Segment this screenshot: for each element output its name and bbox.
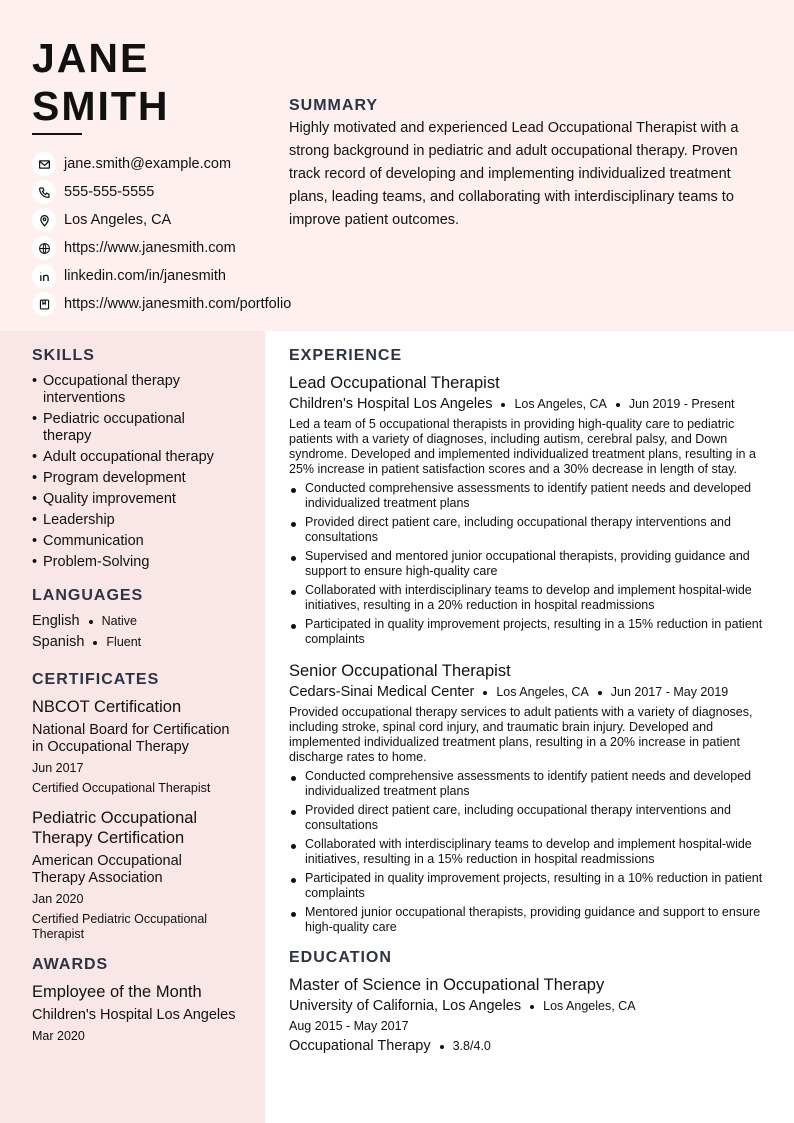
job-meta — [289, 684, 771, 701]
skill-item: • Pediatric occupational therapy — [32, 411, 237, 445]
job-bullet: Collaborated with interdisciplinary teams to develop and implement hospital-wide initiatives, resulting in a 15% reduction in hospital readmissions — [289, 837, 771, 867]
contact-website-text: https://www.janesmith.com — [64, 240, 236, 256]
job-dates: Jun 2017 - May 2019 — [610, 685, 729, 699]
job-bullet: Conducted comprehensive assessments to identify patient needs and developed individualized treatment plans — [289, 769, 771, 799]
education-field: Occupational Therapy — [289, 1038, 431, 1054]
certificate-desc: Certified Occupational Therapist — [32, 781, 211, 795]
contact-website[interactable] — [32, 234, 291, 262]
job-location: Los Angeles, CA — [496, 685, 589, 699]
job-bullet: Mentored junior occupational therapists, providing guidance and support to ensure high-quality care — [289, 905, 771, 935]
certificate-org: National Board for Certification in Occupational Therapy — [32, 722, 230, 755]
language-item — [32, 634, 237, 651]
education-field-row — [289, 1038, 771, 1055]
job-bullets — [289, 769, 771, 935]
award-name: Employee of the Month — [32, 983, 202, 1001]
job-description: Provided occupational therapy services to adult patients with a variety of diagnoses, including stroke, spinal cord injury, and traumatic brain injury. Developed and implemented individualized treatment plans, resulting in a 20% increase in patient discharge rates to home. — [289, 705, 753, 764]
education-title: EDUCATION — [289, 949, 392, 966]
contact-email-text: jane.smith@example.com — [64, 156, 232, 172]
contact-phone-text: 555-555-5555 — [64, 184, 155, 200]
job-description: Led a team of 5 occupational therapists in providing high-quality care to pediatric patients with a variety of diagnoses, including autism, cerebral palsy, and Down syndrome. Developed and implemented individualized treatment plans, resulting in a 25% increase in patient satisfaction scores and a 30% decrease in length of stay. — [289, 417, 756, 476]
left-column — [32, 347, 237, 1056]
linkedin-icon — [32, 264, 56, 288]
language-name: English — [32, 613, 80, 629]
skill-item: • Problem-Solving — [32, 554, 237, 571]
skill-item: • Occupational therapy interventions — [32, 373, 237, 407]
job-employer: Cedars-Sinai Medical Center — [289, 684, 475, 700]
certificate-item — [32, 808, 237, 942]
certificate-name: NBCOT Certification — [32, 698, 182, 716]
job-title: Senior Occupational Therapist — [289, 662, 511, 680]
certificate-org: American Occupational Therapy Association — [32, 853, 182, 886]
education-meta — [289, 998, 771, 1015]
separator-dot — [598, 691, 602, 695]
separator-dot — [93, 641, 97, 645]
school-location: Los Angeles, CA — [543, 999, 636, 1013]
skill-item: • Program development — [32, 470, 237, 487]
award-org: Children's Hospital Los Angeles — [32, 1007, 236, 1023]
certificates-section — [32, 671, 237, 942]
job-location: Los Angeles, CA — [514, 397, 607, 411]
contact-linkedin[interactable] — [32, 262, 291, 290]
separator-dot — [616, 403, 620, 407]
location-pin-icon — [32, 208, 56, 232]
certificate-name: Pediatric Occupational Therapy Certification — [32, 809, 198, 847]
separator-dot — [440, 1045, 444, 1049]
languages-section — [32, 587, 237, 651]
skills-list — [32, 373, 237, 571]
job-dates: Jun 2019 - Present — [628, 397, 735, 411]
certificate-date: Jun 2017 — [32, 761, 84, 775]
job-bullet: Provided direct patient care, including occupational therapy interventions and consultations — [289, 515, 771, 545]
job-bullet: Participated in quality improvement projects, resulting in a 15% reduction in patient complaints — [289, 617, 771, 647]
job-meta — [289, 396, 771, 413]
contact-location-text: Los Angeles, CA — [64, 212, 172, 228]
contact-email[interactable] — [32, 150, 291, 178]
language-level: Native — [101, 614, 137, 628]
phone-icon — [32, 180, 56, 204]
certificate-date: Jan 2020 — [32, 892, 84, 906]
portfolio-icon — [32, 292, 56, 316]
job-bullet: Collaborated with interdisciplinary teams to develop and implement hospital-wide initiatives, resulting in a 20% reduction in hospital readmissions — [289, 583, 771, 613]
award-date: Mar 2020 — [32, 1029, 85, 1043]
job-bullets — [289, 481, 771, 647]
job-bullet: Provided direct patient care, including occupational therapy interventions and consultations — [289, 803, 771, 833]
mail-icon — [32, 152, 56, 176]
job-item — [289, 373, 771, 647]
skill-item: • Quality improvement — [32, 491, 237, 508]
job-bullet: Conducted comprehensive assessments to identify patient needs and developed individualized treatment plans — [289, 481, 771, 511]
summary-section — [289, 97, 764, 232]
first-name: JANE — [32, 35, 150, 81]
language-name: Spanish — [32, 634, 85, 650]
awards-section — [32, 956, 237, 1044]
school-name: University of California, Los Angeles — [289, 998, 522, 1014]
separator-dot — [89, 620, 93, 624]
separator-dot — [483, 691, 487, 695]
contact-location — [32, 206, 291, 234]
summary-title: SUMMARY — [289, 97, 379, 114]
right-column — [289, 347, 771, 1059]
skill-item: • Adult occupational therapy — [32, 449, 237, 466]
contact-list — [32, 150, 291, 318]
experience-title: EXPERIENCE — [289, 347, 403, 364]
education-dates: Aug 2015 - May 2017 — [289, 1019, 409, 1033]
award-item — [32, 982, 237, 1044]
experience-section — [289, 347, 771, 935]
degree-name: Master of Science in Occupational Therapy — [289, 976, 605, 994]
skills-title: SKILLS — [32, 347, 95, 364]
education-gpa: 3.8/4.0 — [452, 1039, 491, 1053]
contact-portfolio[interactable] — [32, 290, 291, 318]
globe-icon — [32, 236, 56, 260]
job-title: Lead Occupational Therapist — [289, 374, 500, 392]
certificate-item — [32, 697, 237, 796]
awards-title: AWARDS — [32, 956, 109, 973]
job-bullet: Participated in quality improvement projects, resulting in a 10% reduction in patient complaints — [289, 871, 771, 901]
contact-portfolio-text: https://www.janesmith.com/portfolio — [64, 296, 292, 312]
candidate-name — [32, 34, 170, 130]
separator-dot — [530, 1005, 534, 1009]
skills-section — [32, 347, 237, 571]
language-level: Fluent — [106, 635, 142, 649]
languages-title: LANGUAGES — [32, 587, 144, 604]
name-divider — [32, 133, 82, 135]
certificate-desc: Certified Pediatric Occupational Therapist — [32, 912, 208, 941]
skill-item: • Leadership — [32, 512, 237, 529]
education-section — [289, 949, 771, 1055]
contact-phone[interactable] — [32, 178, 291, 206]
job-bullet: Supervised and mentored junior occupational therapists, providing guidance and support to ensure high-quality care — [289, 549, 771, 579]
certificates-title: CERTIFICATES — [32, 671, 160, 688]
skill-item: • Communication — [32, 533, 237, 550]
job-employer: Children's Hospital Los Angeles — [289, 396, 493, 412]
job-item — [289, 661, 771, 935]
last-name: SMITH — [32, 83, 170, 129]
separator-dot — [501, 403, 505, 407]
language-item — [32, 613, 237, 630]
contact-linkedin-text: linkedin.com/in/janesmith — [64, 268, 226, 284]
summary-text: Highly motivated and experienced Lead Occupational Therapist with a strong background in pediatric and adult occupational therapy. Proven track record of developing and implementing individualized treatment plans, leading teams, and collaborating with interdisciplinary teams to improve patient outcomes. — [289, 120, 739, 228]
